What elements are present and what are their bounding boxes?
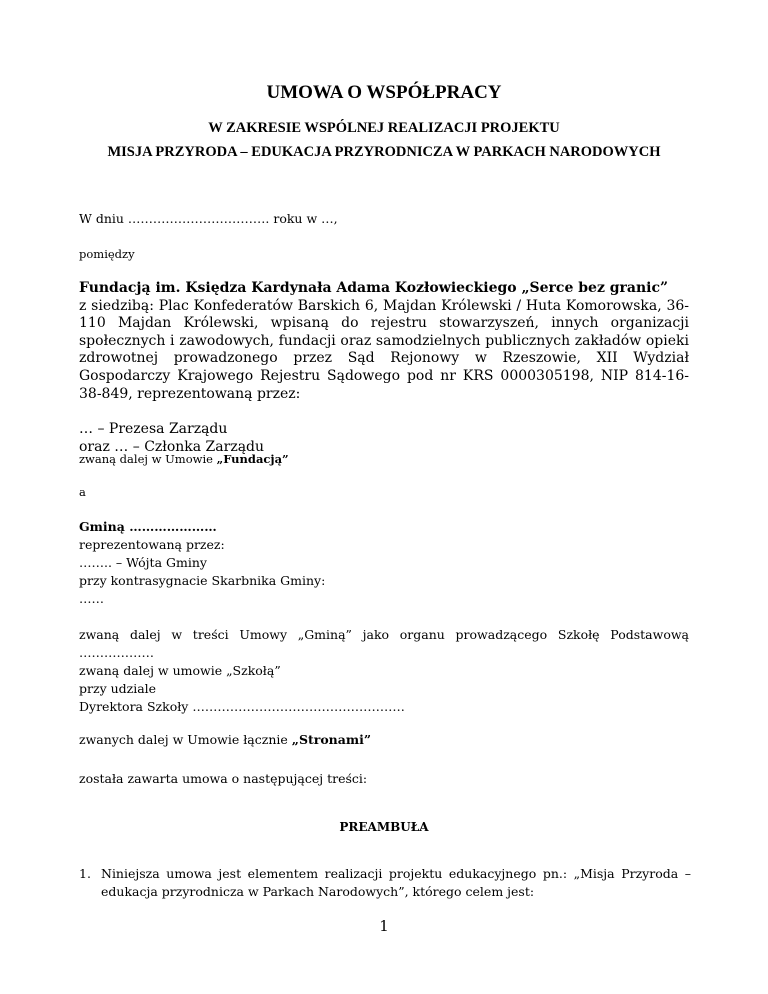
- document-subtitle-2: MISJA PRZYRODA – EDUKACJA PRZYRODNICZA W PARKACH NARODOWYCH: [107, 144, 661, 160]
- party2-rep: …….. – Wójta Gminy: [79, 555, 207, 570]
- party1-rep-1: … – Prezesa Zarządu: [79, 421, 228, 437]
- and-label: a: [79, 485, 86, 499]
- party1-block: [79, 280, 689, 403]
- preamble-list-item: [79, 865, 691, 901]
- parties-alias-line: [79, 731, 371, 749]
- participation-label: przy udziale: [79, 681, 157, 696]
- party2-rep-label: reprezentowaną przez:: [79, 537, 225, 552]
- party1-alias-prefix: zwaną dalej w Umowie: [79, 452, 217, 466]
- party2-name: Gminą …………………: [79, 519, 217, 534]
- between-label: pomiędzy: [79, 247, 135, 261]
- party1-rep-2: oraz … – Członka Zarządu: [79, 438, 265, 455]
- preamble-item-text: Niniejsza umowa jest elementem realizacji projektu edukacyjnego pn.: „Misja Przyroda – edukacja przyrodnicza w Parkach Narodowych”, którego celem jest:: [101, 866, 691, 899]
- party1-description: z siedzibą: Plac Konfederatów Barskich 6, Majdan Królewski / Huta Komorowska, 36-110 Majdan Królewski, wpisaną do rejestru stowarzyszeń, innych organizacji społecznych i zawodowych, fundacji oraz samodzielnych publicznych zakładów opieki zdrowotnej prowadzonego przez Sąd Rejonowy w Rzeszowie, XII Wydział Gospodarczy Krajowego Rejestru Sądowego pod nr KRS 0000305198, NIP 814-16-38-849, reprezentowaną przez:: [79, 297, 689, 402]
- party1-name: Fundacją im. Księdza Kardynała Adama Kozłowieckiego „Serce bez granic”: [79, 280, 669, 296]
- date-line: W dniu ……………………………. roku w …,: [79, 211, 338, 226]
- preamble-heading: PREAMBUŁA: [339, 820, 429, 834]
- preamble-item-number: 1.: [79, 866, 91, 881]
- document-title: UMOWA O WSPÓŁPRACY: [266, 82, 502, 103]
- concluded-line: została zawarta umowa o następującej treści:: [79, 771, 368, 786]
- school-alias: zwaną dalej w umowie „Szkołą”: [79, 663, 281, 678]
- parties-alias-prefix: zwanych dalej w Umowie łącznie: [79, 732, 292, 747]
- parties-alias: „Stronami”: [291, 732, 372, 747]
- party2-countersign-name: ……: [79, 591, 104, 606]
- party1-alias-line: [79, 452, 289, 467]
- document-subtitle-1: W ZAKRESIE WSPÓLNEJ REALIZACJI PROJEKTU: [208, 120, 560, 136]
- party2-alias-line: zwaną dalej w treści Umowy „Gminą” jako organu prowadzącego Szkołę Podstawową: [79, 627, 689, 642]
- party2-countersign: przy kontrasygnacie Skarbnika Gminy:: [79, 573, 326, 588]
- director-line: Dyrektora Szkoły ……………………………………………: [79, 699, 405, 714]
- page-number: 1: [379, 917, 389, 935]
- party1-representatives: [79, 421, 689, 456]
- party2-name-line: [79, 518, 217, 536]
- school-name: ………………: [79, 645, 154, 660]
- party1-alias: „Fundacją”: [216, 452, 289, 466]
